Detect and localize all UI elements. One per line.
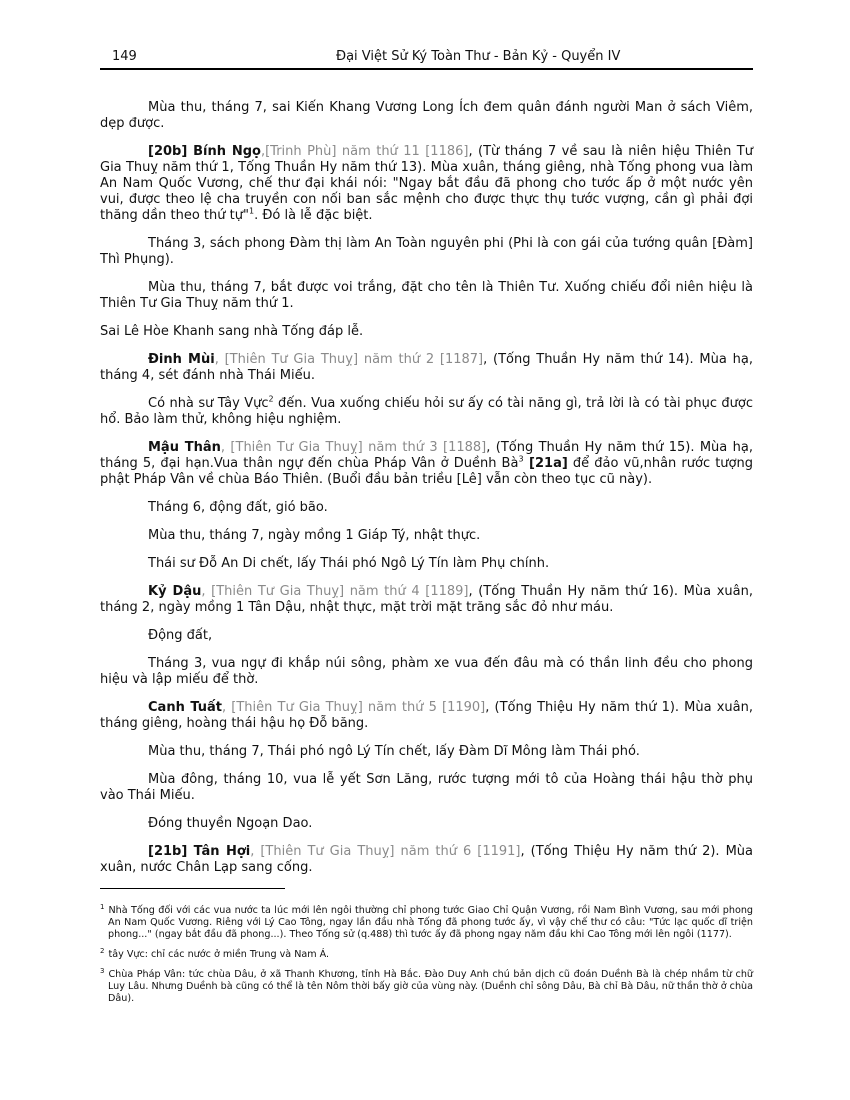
entry-dinhmui	[100, 352, 753, 384]
footnote-number: 2	[100, 946, 105, 955]
paragraph-text: Tháng 6, động đất, gió bão.	[148, 500, 328, 515]
year-heading: [20b] Bính Ngọ	[148, 144, 261, 159]
year-heading: Mậu Thân	[148, 440, 221, 455]
reign-year: , [Thiên Tư Gia Thuỵ] năm thứ 2 [1187]	[214, 352, 484, 367]
paragraph-text: Mùa thu, tháng 7, bắt được voi trắng, đặt cho tên là Thiên Tư. Xuống chiếu đổi niên hiệu là Thiên Tư Gia Thuỵ năm thứ 1.	[100, 280, 753, 311]
entry-mauthan	[100, 440, 753, 488]
paragraph	[100, 396, 753, 428]
footnote	[100, 946, 753, 961]
footnote-separator	[100, 888, 285, 889]
paragraph-text: Động đất,	[148, 628, 213, 643]
footnote-text: Nhà Tống đối với các vua nước ta lúc mới lên ngôi thường chỉ phong tước Giao Chỉ Quận Vương, rồi Nam Bình Vương, sau mới phong An Nam Quốc Vương. Riêng với Lý Cao Tông, ngay lần đầu nhà Tống đã phong tước ấy, vì vậy chế thư có câu: "Tức lạc quốc dĩ triện phong..." (ngay bắt đầu đã phong...). Theo Tống sử (q.488) thì tước ấy đã phong ngay năm đầu khi Cao Tông mới lên ngôi (1177).	[108, 905, 753, 940]
entry-tanhoi	[100, 844, 753, 876]
footnote	[100, 966, 753, 1005]
paragraph-text: Mùa thu, tháng 7, sai Kiến Khang Vương Long Ích đem quân đánh người Man ở sách Viêm, dẹp được.	[100, 100, 753, 131]
paragraph-text: Mùa thu, tháng 7, ngày mồng 1 Giáp Tý, nhật thực.	[148, 528, 481, 543]
paragraph-text: Tháng 3, sách phong Đàm thị làm An Toàn nguyên phi (Phi là con gái của tướng quân [Đàm] Thì Phụng).	[100, 236, 753, 267]
reign-year: , [Thiên Tư Gia Thuỵ] năm thứ 4 [1189]	[201, 584, 469, 599]
paragraph	[100, 656, 753, 688]
year-heading: [21b] Tân Hợi	[148, 844, 251, 859]
paragraph	[100, 280, 753, 312]
paragraph-text: Mùa thu, tháng 7, Thái phó ngô Lý Tín chết, lấy Đàm Dĩ Mông làm Thái phó.	[148, 744, 640, 759]
paragraph	[100, 324, 753, 340]
paragraph	[100, 628, 753, 644]
footnote-number: 1	[100, 902, 105, 911]
footnote-ref[interactable]: 2	[268, 394, 274, 404]
footnote-ref[interactable]: 1	[248, 206, 255, 216]
paragraph-text: , (Tống Thuần Hy năm thứ 14). Mùa hạ, tháng 4, sét đánh nhà Thái Miếu.	[100, 352, 753, 383]
footnote-text: tây Vực: chỉ các nước ở miền Trung và Nam Á.	[108, 949, 330, 960]
entry-kydau	[100, 584, 753, 616]
paragraph	[100, 772, 753, 804]
paragraph-text: Sai Lê Hòe Khanh sang nhà Tống đáp lễ.	[100, 324, 364, 339]
paragraph	[100, 556, 753, 572]
paragraph	[100, 500, 753, 516]
paragraph-text: đến. Vua xuống chiếu hỏi sư ấy có tài năng gì, trả lời là có tài phục được hổ. Bảo làm thử, không hiệu nghiệm.	[100, 396, 753, 427]
footnote	[100, 902, 753, 941]
page-number: 149	[112, 49, 137, 64]
year-heading: Kỷ Dậu	[148, 584, 202, 599]
document-page	[100, 46, 753, 1013]
paragraph	[100, 744, 753, 760]
body-text	[100, 100, 753, 876]
paragraph-text: Thái sư Đỗ An Di chết, lấy Thái phó Ngô Lý Tín làm Phụ chính.	[148, 556, 550, 571]
year-heading: Canh Tuất	[148, 700, 223, 715]
year-heading: Đinh Mùi	[148, 352, 215, 367]
paragraph	[100, 100, 753, 132]
paragraph-text: , (Từ tháng 7 về sau là niên hiệu Thiên Tư Gia Thuỵ năm thứ 1, Tống Thuần Hy năm thứ 13). Mùa xuân, tháng giêng, nhà Tống phong vua làm An Nam Quốc Vương, chế thư đại khái nói: "Ngay bắt đầu đã phong cho tước ấp ở một nước yên vui, được theo lệ cha truyền con nối ban sắc mệnh cho được thực thụ tước vượng, cần gì phải đợi thăng dần theo thứ tự"	[100, 144, 753, 223]
paragraph-text: , (Tống Thiệu Hy năm thứ 1). Mùa xuân, tháng giêng, hoàng thái hậu họ Đỗ băng.	[100, 700, 753, 731]
footnotes	[100, 902, 753, 1005]
paragraph-text: , (Tống Thuần Hy năm thứ 16). Mùa xuân, tháng 2, ngày mồng 1 Tân Dậu, nhật thực, mặt trời mặt trăng sắc đỏ như máu.	[100, 584, 753, 615]
reign-year: ,[Trinh Phù] năm thứ 11 [1186]	[260, 144, 469, 159]
entry-bingngo	[100, 144, 753, 224]
paragraph	[100, 816, 753, 832]
paragraph-text: Tháng 3, vua ngự đi khắp núi sông, phàm xe vua đến đâu mà có thần linh đều cho phong hiệu và lập miếu để thờ.	[100, 656, 753, 687]
footnote-text: Chùa Pháp Vân: tức chùa Dâu, ở xã Thanh Khương, tỉnh Hà Bắc. Đào Duy Anh chú bản dịch cũ đoán Duềnh Bà là chép nhầm từ chữ Luy Lâu. Nhưng Duềnh bà cũng có thể là tên Nôm thời bấy giờ của vùng này. (Duềnh chỉ sông Dâu, Bà chỉ Bà Dâu, nữ thần thờ ở chùa Dâu).	[108, 969, 753, 1004]
footnote-ref[interactable]: 3	[518, 454, 524, 464]
running-title: Đại Việt Sử Ký Toàn Thư - Bản Kỷ - Quyển IV	[336, 49, 621, 64]
paragraph-text: Đóng thuyền Ngoạn Dao.	[148, 816, 313, 831]
footnote-number: 3	[100, 966, 105, 975]
reign-year: , [Thiên Tư Gia Thuỵ] năm thứ 3 [1188]	[220, 440, 487, 455]
paragraph-text: Có nhà sư Tây Vực	[148, 396, 269, 411]
folio-marker: [21a]	[523, 456, 568, 471]
reign-year: , [Thiên Tư Gia Thuỵ] năm thứ 6 [1191]	[250, 844, 521, 859]
reign-year: , [Thiên Tư Gia Thuỵ] năm thứ 5 [1190]	[222, 700, 486, 715]
paragraph-text: . Đó là lễ đặc biệt.	[254, 208, 373, 223]
paragraph-text: , (Tống Thuần Hy năm thứ 15). Mùa hạ, tháng 5, đại hạn.Vua thân ngự đến chùa Pháp Vân ở Duềnh Bà	[100, 440, 753, 471]
paragraph-text: để đảo vũ,nhân rước tượng phật Pháp Vân về chùa Báo Thiên. (Buổi đầu bản triều [Lê] vẫn còn theo tục cũ này).	[100, 456, 753, 487]
paragraph-text: , (Tống Thiệu Hy năm thứ 2). Mùa xuân, nước Chân Lạp sang cống.	[100, 844, 754, 875]
paragraph-text: Mùa đông, tháng 10, vua lễ yết Sơn Lăng, rước tượng mới tô của Hoàng thái hậu thờ phụ vào Thái Miếu.	[100, 772, 753, 803]
paragraph	[100, 528, 753, 544]
entry-canhtuat	[100, 700, 753, 732]
paragraph	[100, 236, 753, 268]
page-header	[100, 46, 753, 70]
